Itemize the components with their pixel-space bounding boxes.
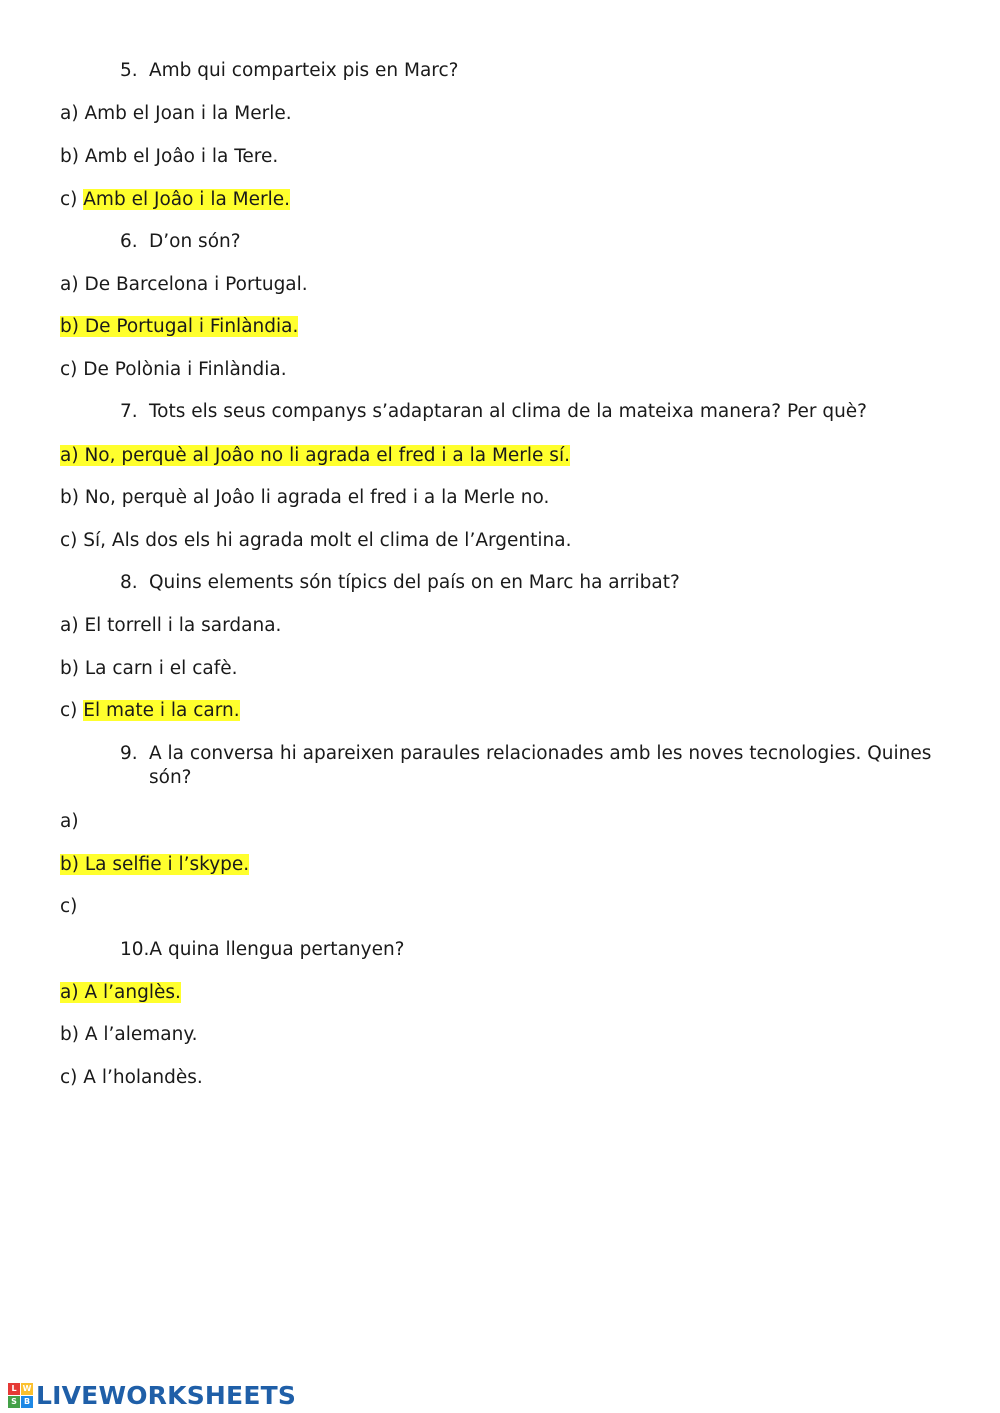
- question-5: 5. Amb qui comparteix pis en Marc?: [120, 60, 459, 81]
- option-5b[interactable]: b) Amb el Joâo i la Tere.: [60, 146, 279, 167]
- highlighted-answer: a) No, perquè al Joâo no li agrada el fred i a la Merle sí.: [60, 445, 570, 466]
- question-9: 9. A la conversa hi apareixen paraules relacionades amb les noves tecnologies. Quines són?: [120, 742, 940, 790]
- highlighted-answer: b) De Portugal i Finlàndia.: [60, 316, 299, 337]
- option-10c[interactable]: c) A l’holandès.: [60, 1067, 203, 1088]
- option-9c[interactable]: c): [60, 896, 78, 917]
- option-5a[interactable]: a) Amb el Joan i la Merle.: [60, 103, 292, 124]
- option-9a[interactable]: a): [60, 811, 79, 832]
- question-6: 6. D’on són?: [120, 231, 241, 252]
- option-6c[interactable]: c) De Polònia i Finlàndia.: [60, 359, 287, 380]
- highlighted-answer: Amb el Joâo i la Merle.: [83, 189, 291, 210]
- option-9b[interactable]: [60, 853, 249, 877]
- option-5c[interactable]: c) Amb el Joâo i la Merle.: [60, 189, 291, 210]
- option-8c[interactable]: c) El mate i la carn.: [60, 700, 240, 721]
- question-7: 7. Tots els seus companys s’adaptaran al clima de la mateixa manera? Per què?: [120, 401, 868, 422]
- question-10: 10.A quina llengua pertanyen?: [120, 939, 405, 960]
- question-text: Quins elements són típics del país on en Marc ha arribat?: [149, 572, 680, 593]
- question-text: D’on són?: [149, 231, 241, 252]
- liveworksheets-logo[interactable]: [8, 1381, 296, 1410]
- option-6a[interactable]: a) De Barcelona i Portugal.: [60, 274, 308, 295]
- highlighted-answer: a) A l’anglès.: [60, 982, 181, 1003]
- logo-blocks-icon: L W S B: [8, 1383, 33, 1408]
- brand-name: LIVEWORKSHEETS: [36, 1381, 297, 1410]
- option-8b[interactable]: b) La carn i el cafè.: [60, 658, 238, 679]
- option-7a[interactable]: [60, 444, 570, 468]
- highlighted-answer: b) La selfie i l’skype.: [60, 854, 250, 875]
- option-6b[interactable]: [60, 315, 298, 339]
- option-7c[interactable]: c) Sí, Als dos els hi agrada molt el clima de l’Argentina.: [60, 530, 572, 551]
- option-7b[interactable]: b) No, perquè al Joâo li agrada el fred i a la Merle no.: [60, 487, 550, 508]
- option-10b[interactable]: b) A l’alemany.: [60, 1024, 198, 1045]
- question-text: A la conversa hi apareixen paraules relacionades amb les noves tecnologies. Quines són?: [149, 743, 932, 788]
- option-8a[interactable]: a) El torrell i la sardana.: [60, 615, 282, 636]
- question-text: Tots els seus companys s’adaptaran al clima de la mateixa manera? Per què?: [149, 401, 868, 422]
- question-8: 8. Quins elements són típics del país on en Marc ha arribat?: [120, 572, 680, 593]
- question-text: Amb qui comparteix pis en Marc?: [149, 60, 459, 81]
- highlighted-answer: El mate i la carn.: [83, 700, 240, 721]
- option-10a[interactable]: [60, 981, 181, 1005]
- question-text: A quina llengua pertanyen?: [149, 939, 405, 960]
